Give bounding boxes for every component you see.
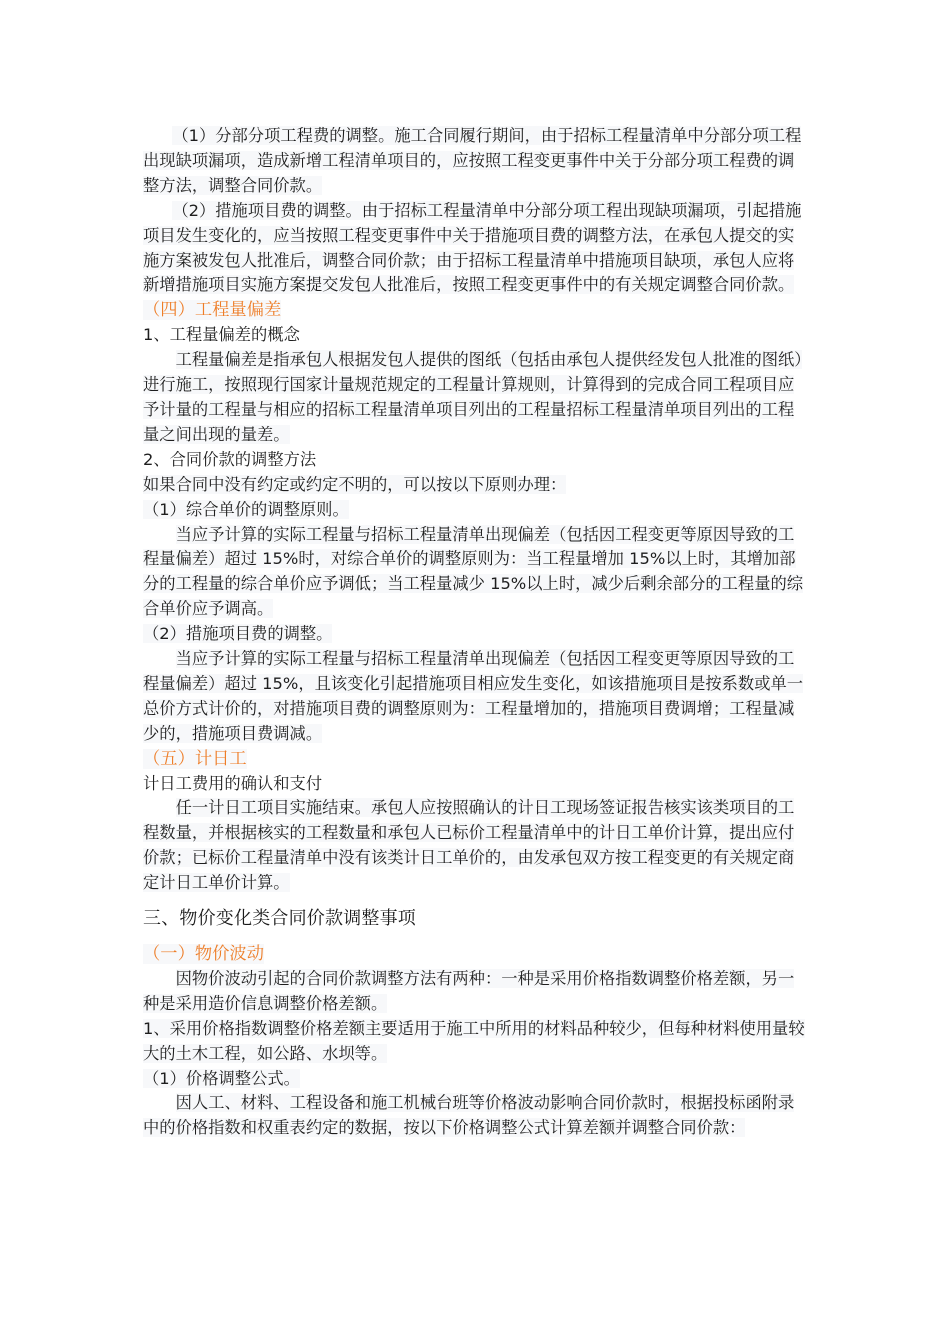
paragraph-daywork-detail <box>143 796 809 896</box>
heading-price-fluctuation <box>143 942 809 967</box>
paragraph-text: （1）综合单价的调整原则。 <box>143 499 349 519</box>
subheading-price-adjust-method <box>143 448 809 473</box>
heading-text: （四）工程量偏差 <box>143 300 282 321</box>
heading-daywork <box>143 747 809 772</box>
paragraph-price-index-scope <box>143 1017 809 1067</box>
subheading-text: 1、工程量偏差的概念 <box>143 325 300 345</box>
document-page <box>143 124 809 1141</box>
paragraph-text: （1）分部分项工程费的调整。施工合同履行期间，由于招标工程量清单中分部分项工程出现缺项漏项，造成新增工程清单项目的，应按照工程变更事件中关于分部分项工程费的调整方法，调整合同价款。 <box>143 126 802 195</box>
paragraph-principle-intro <box>143 473 809 498</box>
paragraph-formula-intro <box>143 1091 809 1141</box>
paragraph-text: （2）措施项目费的调整。 <box>143 624 333 644</box>
section-heading-price-change <box>143 907 809 932</box>
paragraph-text: （1）价格调整公式。 <box>143 1068 300 1088</box>
paragraph-formula-heading <box>143 1067 809 1092</box>
subheading-daywork-payment <box>143 772 809 797</box>
paragraph-text: 1、采用价格指数调整价格差额主要适用于施工中所用的材料品种较少，但每种材料使用量较大的土木工程，如公路、水坝等。 <box>143 1018 805 1063</box>
paragraph-item-adjust-2 <box>143 199 809 299</box>
paragraph-text: 当应予计算的实际工程量与招标工程量清单出现偏差（包括因工程变更等原因导致的工程量偏差）超过 15%时，对综合单价的调整原则为：当工程量增加 15%以上时，其增加部分的工程量的综合单价应予调低；当工程量减少 15%以上时，减少后剩余部分的工程量的综合单价应予调高。 <box>143 524 804 619</box>
subheading-deviation-concept <box>143 323 809 348</box>
paragraph-unit-price-detail <box>143 523 809 623</box>
paragraph-fluctuation-methods <box>143 967 809 1017</box>
paragraph-text: 当应予计算的实际工程量与招标工程量清单出现偏差（包括因工程变更等原因导致的工程量偏差）超过 15%，且该变化引起措施项目相应发生变化，如该措施项目是按系数或单一总价方式计价的，对措施项目费的调整原则为：工程量增加的，措施项目费调增；工程量减少的，措施项目费调减。 <box>143 649 804 743</box>
heading-quantity-deviation <box>143 298 809 323</box>
section-heading-text: 三、物价变化类合同价款调整事项 <box>143 908 416 930</box>
subheading-text: 计日工费用的确认和支付 <box>143 773 323 793</box>
paragraph-measure-fee-detail <box>143 647 809 747</box>
paragraph-deviation-definition <box>143 348 809 448</box>
paragraph-unit-price-principle <box>143 498 809 523</box>
paragraph-text: （2）措施项目费的调整。由于招标工程量清单中分部分项工程出现缺项漏项，引起措施项目发生变化的，应当按照工程变更事件中关于措施项目费的调整方法，在承包人提交的实施方案被发包人批准后，调整合同价款；由于招标工程量清单中措施项目缺项，承包人应将新增措施项目实施方案提交发包人批准后，按照工程变更事件中的有关规定调整合同价款。 <box>143 200 802 295</box>
paragraph-measure-fee-principle <box>143 622 809 647</box>
paragraph-text: 如果合同中没有约定或约定不明的，可以按以下原则办理： <box>143 474 567 494</box>
paragraph-text: 因人工、材料、工程设备和施工机械台班等价格波动影响合同价款时，根据投标函附录中的价格指数和权重表约定的数据，按以下价格调整公式计算差额并调整合同价款： <box>143 1093 795 1138</box>
heading-text: （一）物价波动 <box>143 944 264 964</box>
subheading-text: 2、合同价款的调整方法 <box>143 449 317 469</box>
paragraph-item-adjust-1 <box>143 124 809 199</box>
paragraph-text: 任一计日工项目实施结束。承包人应按照确认的计日工现场签证报告核实该类项目的工程数量，并根据核实的工程数量和承包人已标价工程量清单中的计日工单价计算，提出应付价款；已标价工程量清单中没有该类计日工单价的，由发承包双方按工程变更的有关规定商定计日工单价计算。 <box>143 798 795 893</box>
heading-text: （五）计日工 <box>143 748 247 769</box>
paragraph-text: 工程量偏差是指承包人根据发包人提供的图纸（包括由承包人提供经发包人批准的图纸）进行施工，按照现行国家计量规范规定的工程量计算规则，计算得到的完成合同工程项目应予计量的工程量与相应的招标工程量清单项目列出的工程量招标工程量清单项目列出的工程量之间出现的量差。 <box>143 350 803 444</box>
paragraph-text: 因物价波动引起的合同价款调整方法有两种：一种是采用价格指数调整价格差额，另一种是采用造价信息调整价格差额。 <box>143 968 795 1013</box>
